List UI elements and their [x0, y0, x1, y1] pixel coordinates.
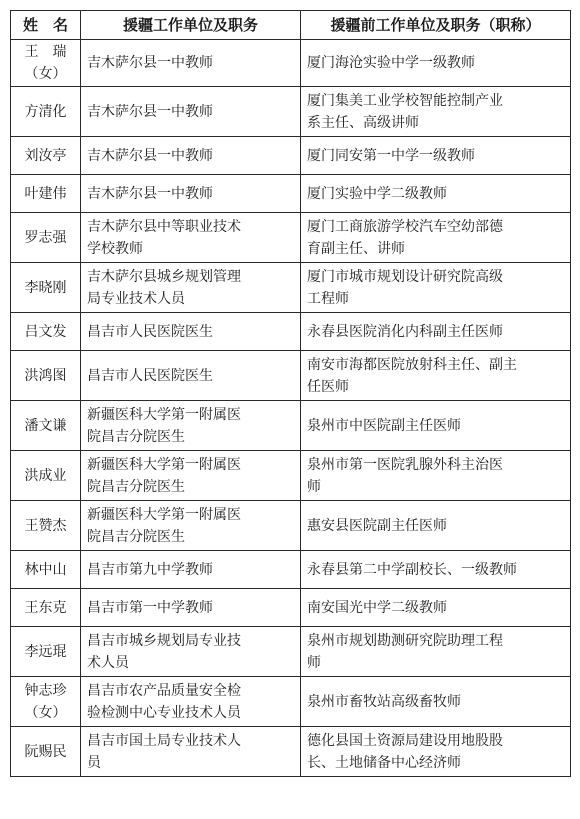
- prev-cell-line: 永春县第二中学副校长、一级教师: [307, 561, 517, 578]
- unit-cell-line: 局专业技术人员: [87, 290, 185, 307]
- prev-cell-line: 南安市海都医院放射科主任、副主: [307, 356, 517, 373]
- unit-cell: [81, 40, 301, 87]
- unit-cell: [81, 551, 301, 589]
- unit-cell: [81, 401, 301, 451]
- table-row: [11, 451, 571, 501]
- name-cell-line: 林中山: [24, 561, 67, 578]
- unit-cell-line: 昌吉市人民医院医生: [87, 367, 213, 384]
- prev-cell: [301, 213, 571, 263]
- name-cell: [11, 40, 81, 87]
- prev-cell-line: 德化县国土资源局建设用地股股: [307, 732, 503, 749]
- unit-cell: [81, 213, 301, 263]
- name-cell: [11, 627, 81, 677]
- name-cell-line: 阮赐民: [24, 743, 67, 760]
- unit-cell-line: 吉木萨尔县城乡规划管理: [87, 268, 241, 285]
- name-cell-line: 方清化: [24, 103, 67, 120]
- table-row: [11, 677, 571, 727]
- name-cell: [11, 451, 81, 501]
- table-body: [11, 40, 571, 777]
- name-cell: [11, 263, 81, 313]
- name-cell-line: 叶建伟: [24, 185, 67, 202]
- header-prev: 援疆前工作单位及职务（职称）: [301, 11, 571, 40]
- unit-cell-line: 术人员: [87, 654, 129, 671]
- table-row: [11, 213, 571, 263]
- prev-cell-line: 泉州市第一医院乳腺外科主治医: [307, 456, 503, 473]
- prev-cell-line: 厦门集美工业学校智能控制产业: [307, 92, 503, 109]
- name-cell: [11, 87, 81, 137]
- prev-cell: [301, 727, 571, 777]
- prev-cell: [301, 263, 571, 313]
- name-cell-line: （女）: [24, 704, 67, 721]
- unit-cell: [81, 351, 301, 401]
- name-cell-line: （女）: [24, 66, 67, 82]
- unit-cell: [81, 589, 301, 627]
- name-cell: [11, 213, 81, 263]
- unit-cell: [81, 727, 301, 777]
- prev-cell: [301, 137, 571, 175]
- unit-cell: [81, 137, 301, 175]
- unit-cell-line: 昌吉市第九中学教师: [87, 561, 213, 578]
- prev-cell: [301, 589, 571, 627]
- name-cell: [11, 313, 81, 351]
- unit-cell-line: 验检测中心专业技术人员: [87, 704, 241, 721]
- table-row: [11, 501, 571, 551]
- prev-cell-line: 厦门同安第一中学一级教师: [307, 147, 475, 164]
- name-cell-line: 王 瑞: [24, 44, 67, 60]
- unit-cell-line: 新疆医科大学第一附属医: [87, 506, 241, 523]
- name-cell-line: 刘汝亭: [24, 147, 67, 164]
- unit-cell-line: 学校教师: [87, 240, 143, 257]
- unit-cell: [81, 313, 301, 351]
- unit-cell: [81, 627, 301, 677]
- unit-cell-line: 新疆医科大学第一附属医: [87, 456, 241, 473]
- unit-cell-line: 员: [87, 754, 101, 771]
- name-cell: [11, 727, 81, 777]
- prev-cell-line: 育副主任、讲师: [307, 240, 405, 257]
- unit-cell: [81, 87, 301, 137]
- prev-cell: [301, 401, 571, 451]
- prev-cell-line: 师: [307, 478, 321, 495]
- prev-cell-line: 泉州市畜牧站高级畜牧师: [307, 693, 461, 710]
- table-row: [11, 40, 571, 87]
- table-row: [11, 87, 571, 137]
- name-cell: [11, 677, 81, 727]
- name-cell-line: 洪鸿图: [24, 367, 67, 384]
- prev-cell-line: 工程师: [307, 290, 349, 307]
- prev-cell: [301, 451, 571, 501]
- name-cell-line: 李晓刚: [24, 279, 67, 296]
- table-row: [11, 551, 571, 589]
- unit-cell-line: 吉木萨尔县一中教师: [87, 147, 213, 164]
- prev-cell-line: 南安国光中学二级教师: [307, 599, 447, 616]
- prev-cell-line: 厦门实验中学二级教师: [307, 185, 447, 202]
- table-row: [11, 589, 571, 627]
- prev-cell: [301, 677, 571, 727]
- prev-cell-line: 师: [307, 654, 321, 671]
- prev-cell-line: 厦门工商旅游学校汽车空幼部德: [307, 218, 503, 235]
- prev-cell-line: 厦门市城市规划设计研究院高级: [307, 268, 503, 285]
- name-cell: [11, 401, 81, 451]
- unit-cell: [81, 451, 301, 501]
- name-cell-line: 洪成业: [24, 467, 67, 484]
- prev-cell: [301, 551, 571, 589]
- header-unit: 援疆工作单位及职务: [81, 11, 301, 40]
- unit-cell-line: 吉木萨尔县一中教师: [87, 185, 213, 202]
- prev-cell-line: 任医师: [307, 378, 349, 395]
- name-cell: [11, 175, 81, 213]
- prev-cell: [301, 351, 571, 401]
- table-row: [11, 263, 571, 313]
- table-row: [11, 175, 571, 213]
- name-cell-line: 王东克: [24, 599, 67, 616]
- unit-cell-line: 院昌吉分院医生: [87, 528, 185, 545]
- name-cell: [11, 501, 81, 551]
- unit-cell: [81, 677, 301, 727]
- table-row: [11, 627, 571, 677]
- name-cell-line: 罗志强: [24, 229, 67, 246]
- prev-cell-line: 惠安县医院副主任医师: [307, 517, 447, 534]
- unit-cell: [81, 263, 301, 313]
- unit-cell-line: 昌吉市第一中学教师: [87, 599, 213, 616]
- name-cell-line: 李远琨: [24, 643, 67, 660]
- prev-cell-line: 长、土地储备中心经济师: [307, 754, 461, 771]
- prev-cell: [301, 501, 571, 551]
- prev-cell: [301, 87, 571, 137]
- table-header: [11, 11, 571, 40]
- unit-cell-line: 吉木萨尔县中等职业技术: [87, 218, 241, 235]
- name-cell: [11, 137, 81, 175]
- prev-cell-line: 厦门海沧实验中学一级教师: [307, 55, 475, 71]
- unit-cell-line: 吉木萨尔县一中教师: [87, 103, 213, 120]
- header-row: [11, 11, 571, 40]
- name-cell-line: 潘文谦: [24, 417, 67, 434]
- unit-cell-line: 院昌吉分院医生: [87, 478, 185, 495]
- table-row: [11, 137, 571, 175]
- unit-cell: [81, 175, 301, 213]
- name-cell-line: 王赞杰: [24, 517, 67, 534]
- table-row: [11, 401, 571, 451]
- unit-cell-line: 昌吉市农产品质量安全检: [87, 682, 241, 699]
- unit-cell: [81, 501, 301, 551]
- table-row: [11, 727, 571, 777]
- name-cell: [11, 351, 81, 401]
- prev-cell: [301, 627, 571, 677]
- prev-cell-line: 永春县医院消化内科副主任医师: [307, 323, 503, 340]
- unit-cell-line: 昌吉市城乡规划局专业技: [87, 632, 241, 649]
- prev-cell-line: 系主任、高级讲师: [307, 114, 419, 131]
- unit-cell-line: 昌吉市人民医院医生: [87, 323, 213, 340]
- unit-cell-line: 昌吉市国土局专业技术人: [87, 732, 241, 749]
- prev-cell: [301, 313, 571, 351]
- prev-cell: [301, 175, 571, 213]
- prev-cell-line: 泉州市中医院副主任医师: [307, 417, 461, 434]
- name-cell-line: 吕文发: [24, 323, 67, 340]
- prev-cell-line: 泉州市规划勘测研究院助理工程: [307, 632, 503, 649]
- unit-cell-line: 新疆医科大学第一附属医: [87, 406, 241, 423]
- prev-cell: [301, 40, 571, 87]
- unit-cell-line: 吉木萨尔县一中教师: [87, 55, 213, 71]
- header-name: 姓 名: [11, 11, 81, 40]
- table-row: [11, 351, 571, 401]
- name-cell-line: 钟志珍: [24, 682, 67, 699]
- name-cell: [11, 589, 81, 627]
- name-cell: [11, 551, 81, 589]
- unit-cell-line: 院昌吉分院医生: [87, 428, 185, 445]
- table-row: [11, 313, 571, 351]
- personnel-table: [10, 10, 571, 777]
